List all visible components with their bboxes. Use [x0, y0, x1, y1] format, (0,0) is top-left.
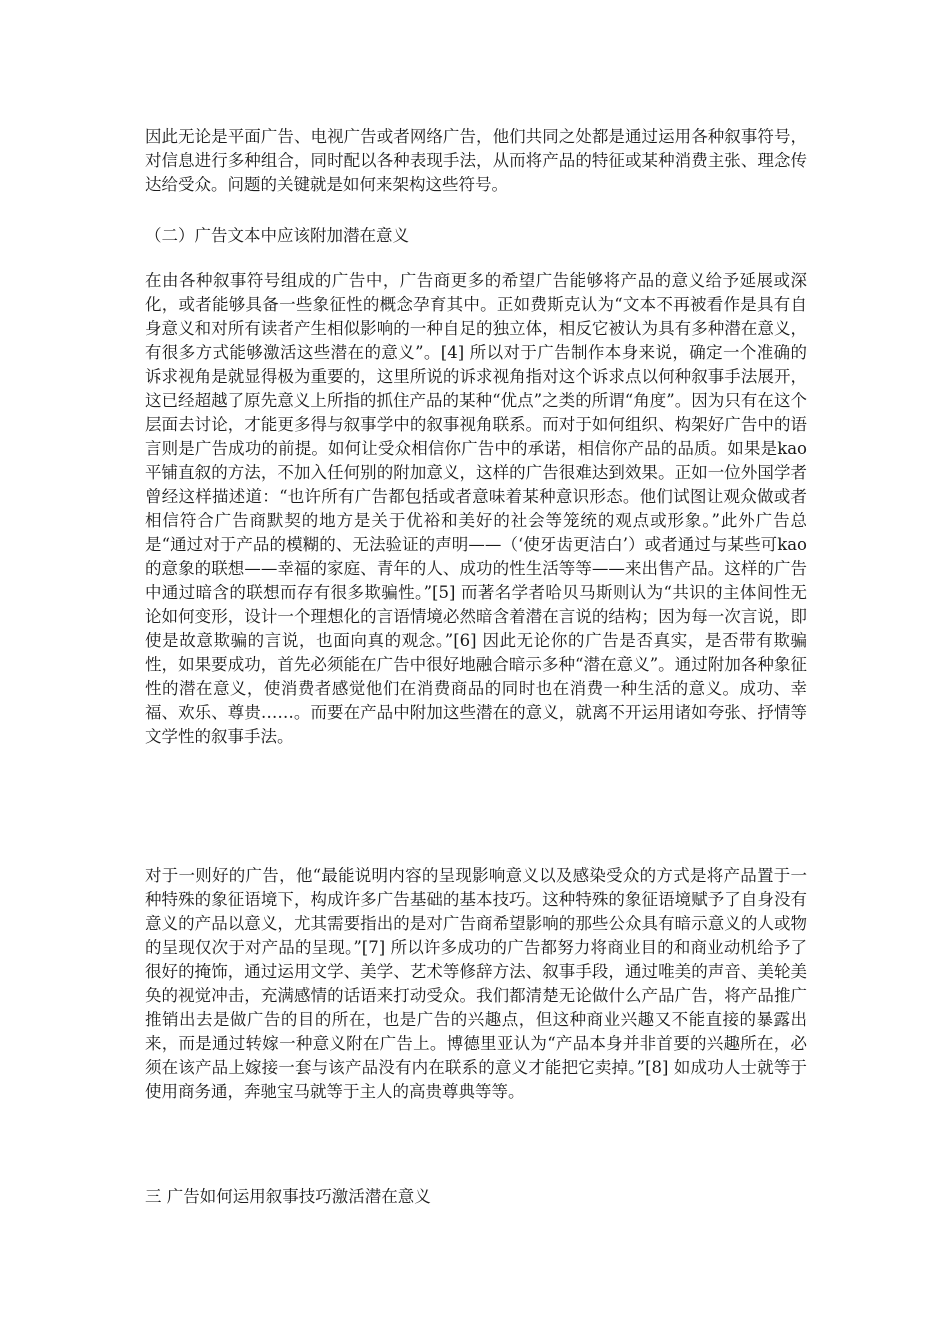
paragraph-intro: 因此无论是平面广告、电视广告或者网络广告，他们共同之处都是通过运用各种叙事符号，对信息进行多种组合，同时配以各种表现手法，从而将产品的特征或某种消费主张、理念传达给受众。问题的关键就是如何来架构这些符号。 [145, 127, 807, 194]
paragraph-symbolic-context: 对于一则好的广告，他“最能说明内容的呈现影响意义以及感染受众的方式是将产品置于一种特殊的象征语境下，构成许多广告基础的基本技巧。这种特殊的象征语境赋予了自身没有意义的产品以意义，尤其需要指出的是对广告商希望影响的那些公众具有暗示意义的人或物的呈现仅次于对产品的呈现。”[7] 所以许多成功的广告都努力将商业目的和商业动机给予了很好的掩饰，通过运用文学、美学、艺术等修辞方法、叙事手段，通过唯美的声音、美轮美奂的视觉冲击，充满感情的话语来打动受众。我们都清楚无论做什么产品广告，将产品推广推销出去是做广告的目的所在，也是广告的兴趣点，但这种商业兴趣又不能直接的暴露出来，而是通过转嫁一种意义附在广告上。博德里亚认为“产品本身并非首要的兴趣所在，必须在该产品上嫁接一套与该产品没有内在联系的意义才能把它卖掉。”[8] 如成功人士就等于使用商务通，奔驰宝马就等于主人的高贵尊典等等。 [145, 866, 807, 1101]
section-heading-3: 三 广告如何运用叙事技巧激活潜在意义 [145, 1187, 431, 1206]
paragraph-potential-meaning: 在由各种叙事符号组成的广告中，广告商更多的希望广告能够将产品的意义给予延展或深化，或者能够具备一些象征性的概念孕育其中。正如费斯克认为“文本不再被看作是具有自身意义和对所有读者产生相似影响的一种自足的独立体，相反它被认为具有多种潜在意义，有很多方式能够激活这些潜在的意义”。[4] 所以对于广告制作本身来说，确定一个准确的诉求视角是就显得极为重要的，这里所说的诉求视角指对这个诉求点以何种叙事手法展开，这已经超越了原先意义上所指的抓住产品的某种“优点”之类的所谓“角度”。因为只有在这个层面去讨论，才能更多得与叙事学中的叙事视角联系。而对于如何组织、构架好广告中的语言则是广告成功的前提。如何让受众相信你广告中的承诺，相信你产品的品质。如果是kao平铺直叙的方法，不加入任何别的附加意义，这样的广告很难达到效果。正如一位外国学者曾经这样描述道：“也许所有广告都包括或者意味着某种意识形态。他们试图让观众做或者相信符合广告商默契的地方是关于优裕和美好的社会等笼统的观点或形象。”此外广告总是“通过对于产品的模糊的、无法验证的声明——（‘使牙齿更洁白’）或者通过与某些可kao的意象的联想——幸福的家庭、青年的人、成功的性生活等等——来出售产品。这样的广告中通过暗含的联想而存有很多欺骗性。”[5] 而著名学者哈贝马斯则认为“共识的主体间性无论如何变形，设计一个理想化的言语情境必然暗含着潜在言说的结构；因为每一次言说，即使是故意欺骗的言说，也面向真的观念。”[6] 因此无论你的广告是否真实，是否带有欺骗性，如果要成功，首先必须能在广告中很好地融合暗示多种“潜在意义”。通过附加各种象征性的潜在意义，使消费者感觉他们在消费商品的同时也在消费一种生活的意义。成功、幸福、欢乐、尊贵……。而要在产品中附加这些潜在的意义，就离不开运用诸如夸张、抒情等文学性的叙事手法。 [145, 271, 807, 746]
section-heading-2: （二）广告文本中应该附加潜在意义 [145, 226, 409, 245]
